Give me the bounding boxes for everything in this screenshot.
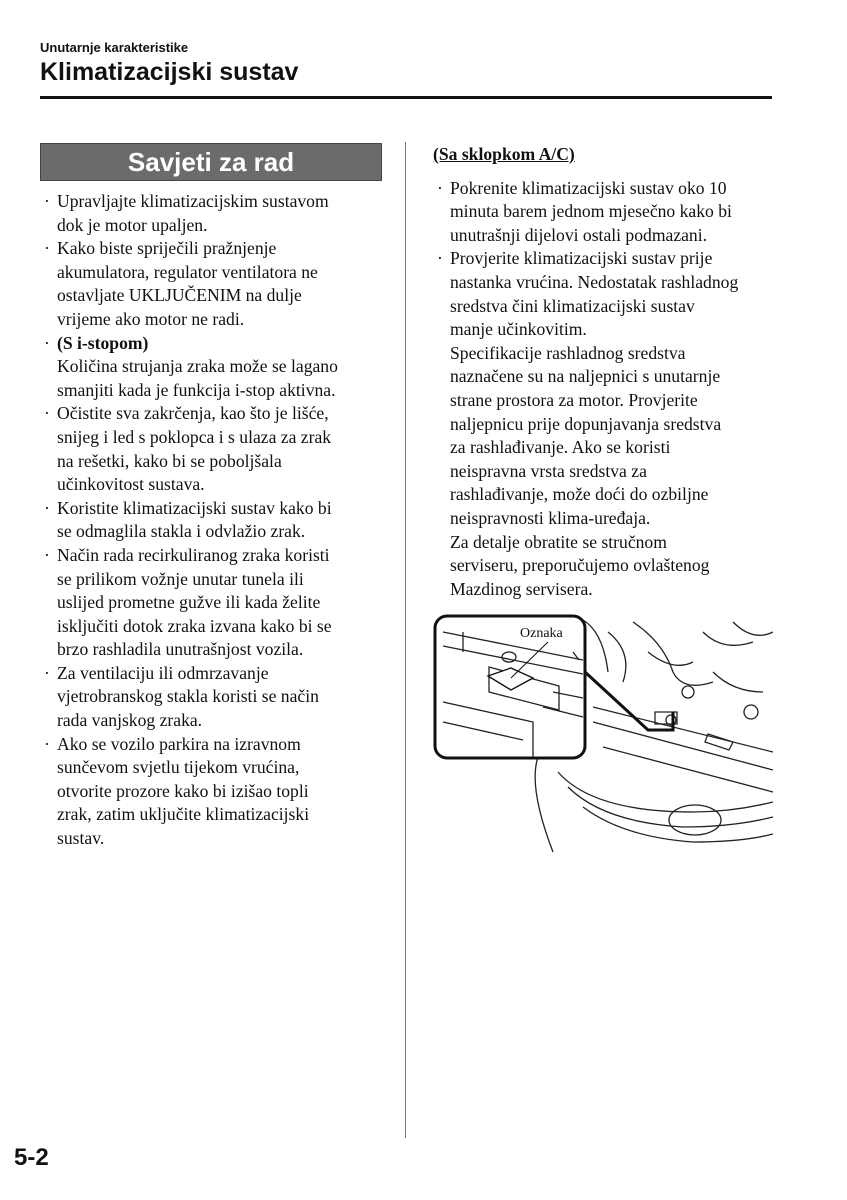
text-line: ostavljate UKLJUČENIM na dulje [57,285,302,306]
list-item [433,247,783,601]
text-line: Količina strujanja zraka može se lagano [57,356,338,377]
text-line: sredstva čini klimatizacijski sustav [450,295,695,316]
text-line: otvorite prozore kako bi izišao topli [57,780,309,801]
text-line: isključiti dotok zraka izvana kako bi se [57,615,332,636]
bullet-icon: · [44,497,50,518]
page-number: 5-2 [14,1144,49,1171]
text-line: strane prostora za motor. Provjerite [450,389,698,410]
text-line: dok je motor upaljen. [57,214,208,235]
text-line: sunčevom svjetlu tijekom vrućina, [57,757,300,778]
text-line: Pokrenite klimatizacijski sustav oko 10 [450,177,727,198]
text-line: učinkovitost sustava. [57,474,205,495]
text-line: nastanka vrućina. Nedostatak rashladnog [450,271,739,292]
bullet-icon: · [44,332,50,353]
list-item [40,237,390,331]
page-title: Klimatizacijski sustav [40,58,299,86]
list-item [40,733,390,851]
list-item [40,662,390,733]
bullet-icon: · [437,177,443,198]
text-line: akumulatora, regulator ventilatora ne [57,261,318,282]
text-line: Ako se vozilo parkira na izravnom [57,733,301,754]
text-line: Mazdinog servisera. [450,578,593,599]
list-item [433,177,783,248]
text-line: se odmaglila stakla i odvlažio zrak. [57,521,306,542]
list-item [40,497,390,544]
text-line: Za detalje obratite se stručnom [450,531,667,552]
engine-compartment-illustration [433,612,773,866]
text-line: smanjiti kada je funkcija i-stop aktivna. [57,379,336,400]
text-line: minuta barem jednom mjesečno kako bi [450,201,732,222]
text-line: naznačene su na naljepnici s unutarnje [450,366,721,387]
bullet-icon: · [44,403,50,424]
text-line: uslijed prometne gužve ili kada želite [57,592,321,613]
bullet-icon: · [44,191,50,211]
text-line: Za ventilaciju ili odmrzavanje [57,662,269,683]
right-column [433,143,783,601]
bullet-icon: · [44,662,50,683]
left-column [40,190,390,851]
text-line: rashlađivanje, može doći do ozbiljne [450,484,709,505]
right-item-list [433,177,783,602]
bullet-icon: · [44,238,50,259]
text-line: rada vanjskog zraka. [57,710,203,731]
text-line: Provjerite klimatizacijski sustav prije [450,248,713,269]
text-line: Očistite sva zakrčenja, kao što je lišće, [57,403,329,424]
text-line: se prilikom vožnje unutar tunela ili [57,568,304,589]
text-line: zrak, zatim uključite klimatizacijski [57,804,310,825]
text-line: Upravljajte klimatizacijskim sustavom [57,191,329,211]
text-line: naljepnicu prije dopunjavanja sredstva [450,413,722,434]
right-heading: (Sa sklopkom A/C) [433,144,575,164]
text-line: Specifikacije rashladnog sredstva [450,342,686,363]
column-divider [405,142,406,1138]
text-line: neispravna vrsta sredstva za [450,460,647,481]
text-line: Način rada recirkuliranog zraka koristi [57,544,330,565]
text-line: brzo rashladila unutrašnjost vozila. [57,639,304,660]
header-rule [40,96,772,99]
bullet-icon: · [437,248,443,269]
item-heading: (S i-stopom) [57,332,149,353]
text-line: unutrašnji dijelovi ostali podmazani. [450,224,708,245]
text-line: vrijeme ako motor ne radi. [57,308,245,329]
list-item [40,190,390,237]
text-line: snijeg i led s poklopca i s ulaza za zrak [57,426,332,447]
bullet-icon: · [44,544,50,565]
text-line: manje učinkovitim. [450,319,587,340]
text-line: vjetrobranskog stakla koristi se način [57,686,319,707]
section-title: Savjeti za rad [127,147,295,177]
text-line: Koristite klimatizacijski sustav kako bi [57,497,332,518]
list-item [40,332,390,403]
text-line: za rashlađivanje. Ako se koristi [450,437,671,458]
text-line: Kako biste spriječili pražnjenje [57,238,277,259]
text-line: sustav. [57,828,105,849]
list-item [40,402,390,496]
list-item [40,544,390,662]
header-section-label: Unutarnje karakteristike [40,40,189,55]
bullet-icon: · [44,733,50,754]
section-title-box [40,143,382,181]
text-line: serviseru, preporučujemo ovlaštenog [450,555,710,576]
text-line: neispravnosti klima-uređaja. [450,507,651,528]
figure-label: Oznaka [520,626,563,641]
text-line: na rešetki, kako bi se poboljšala [57,450,282,471]
